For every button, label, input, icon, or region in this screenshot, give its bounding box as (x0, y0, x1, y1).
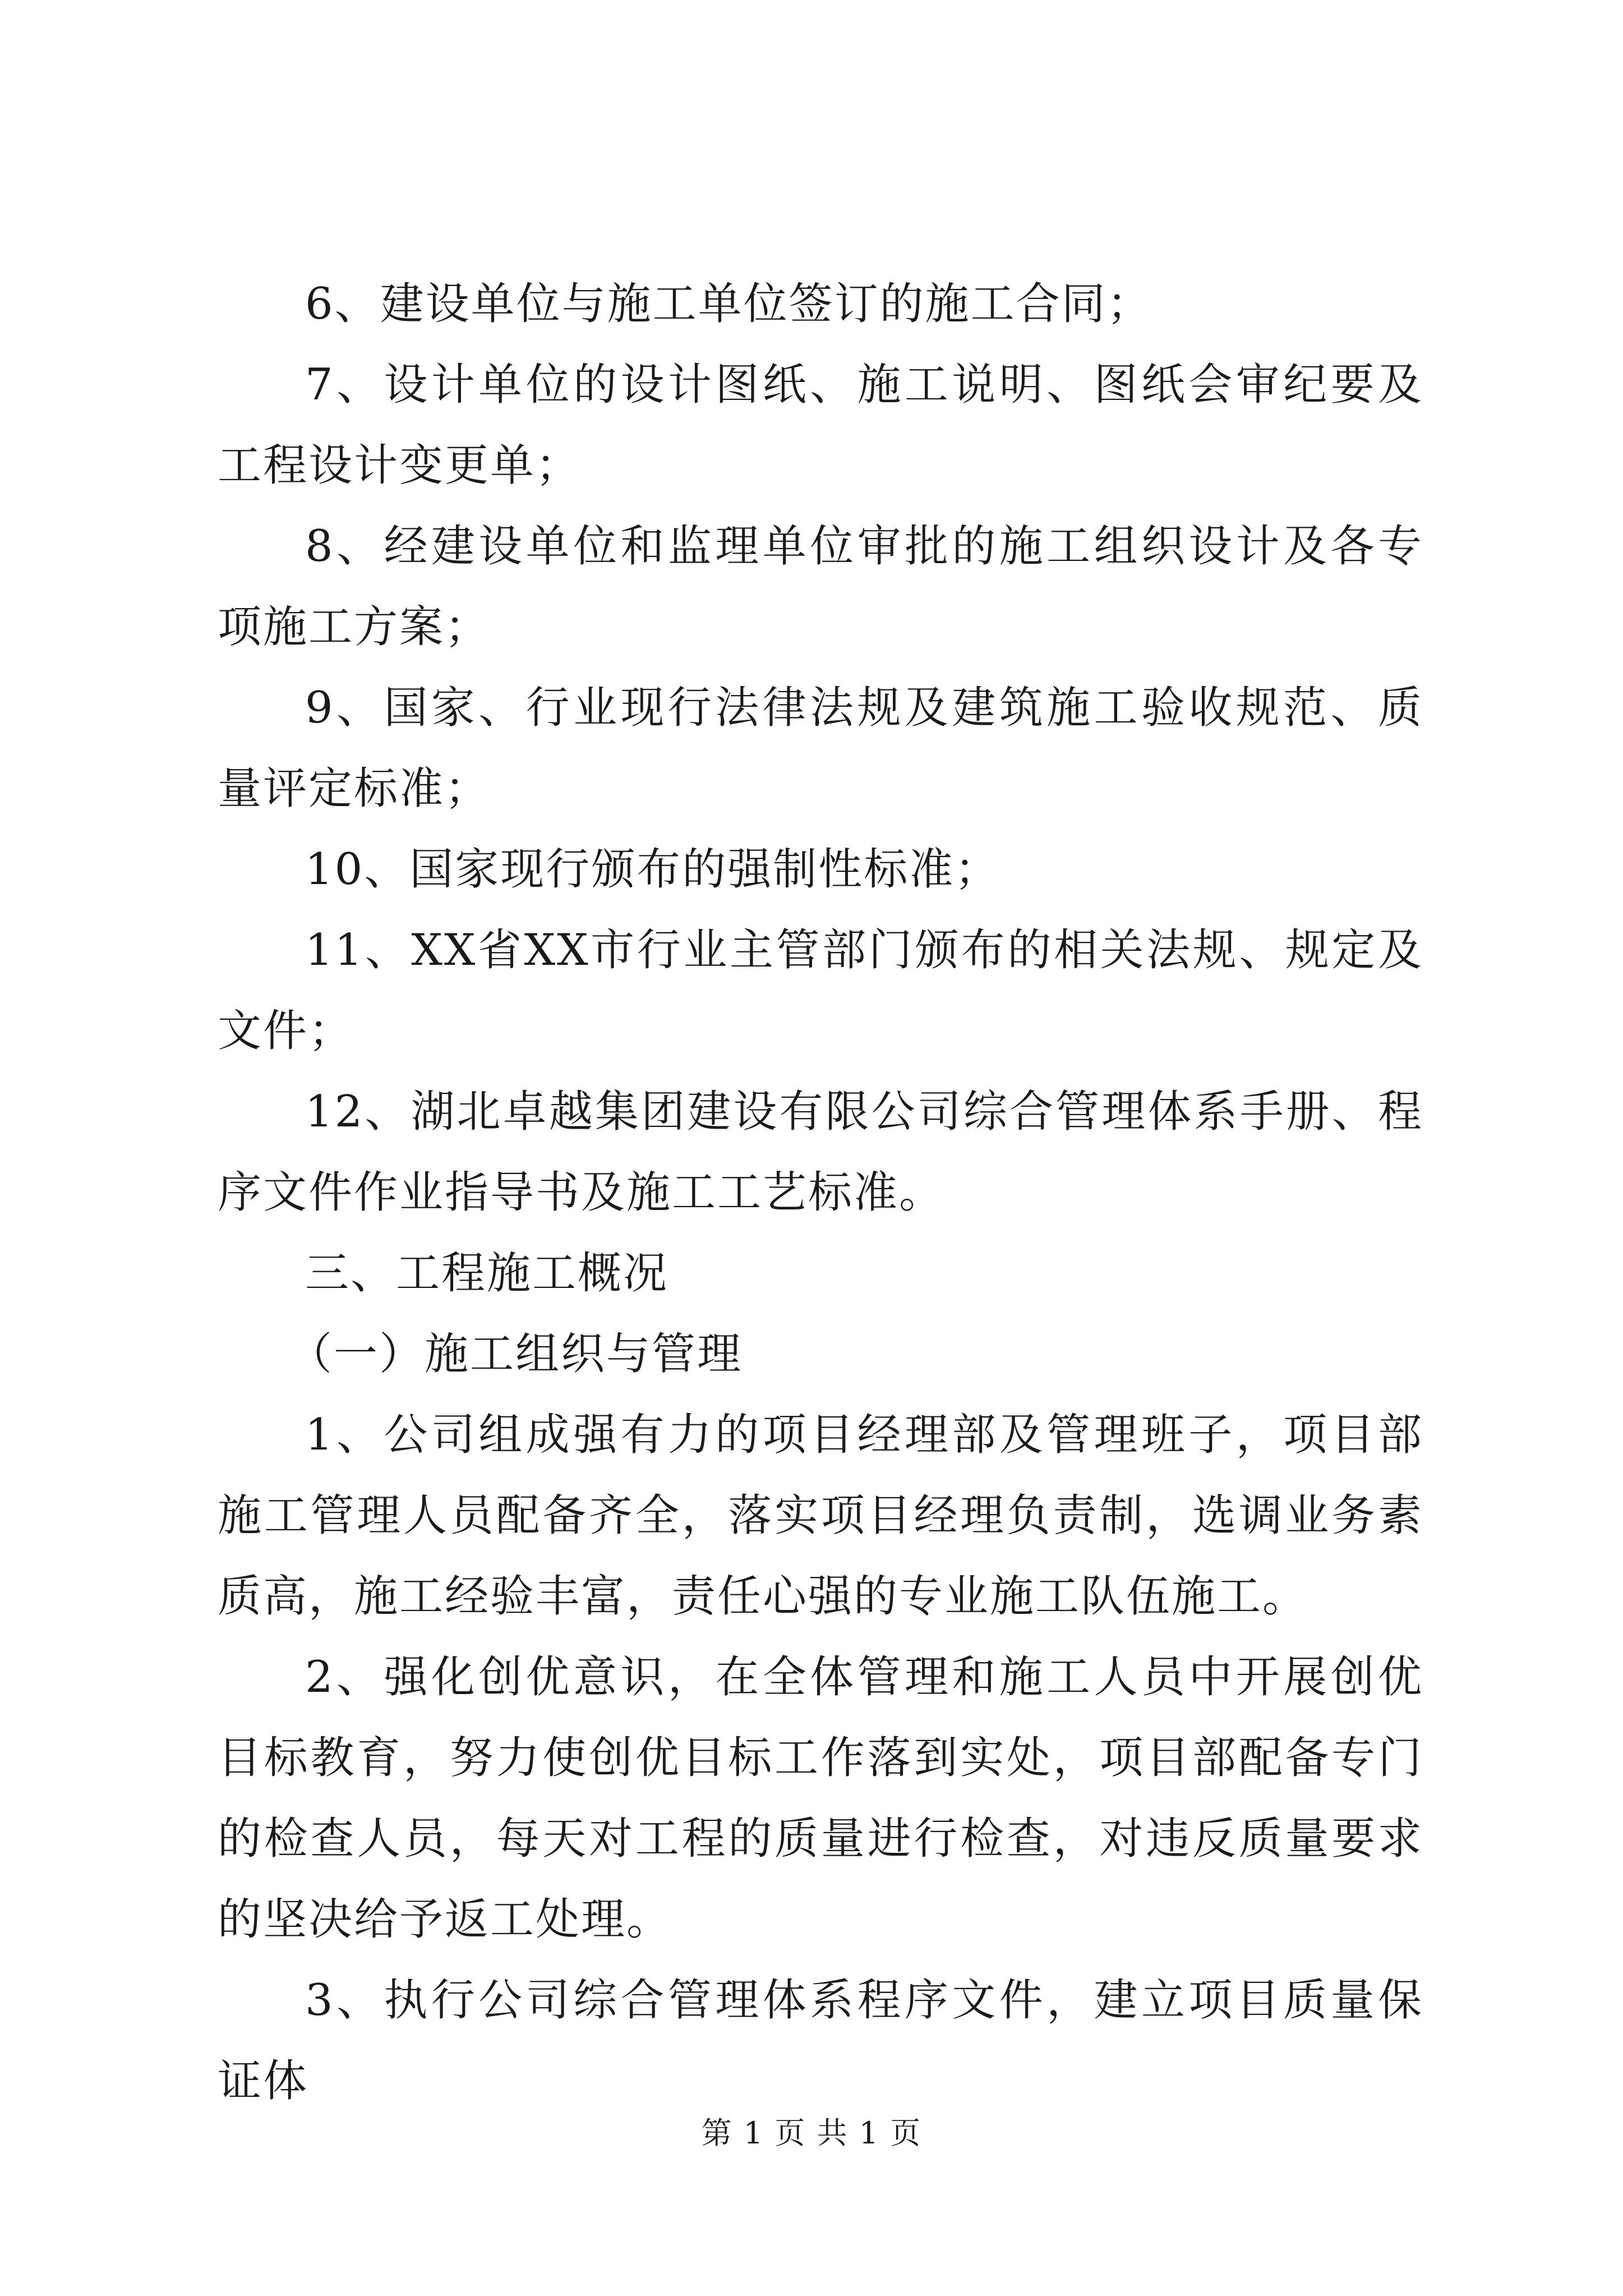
paragraph-item-7: 7、设计单位的设计图纸、施工说明、图纸会审纪要及工程设计变更单； (218, 360, 1423, 491)
subsection-heading: （一）施工组织与管理 (288, 1329, 743, 1379)
paragraph-point-1: 1、公司组成强有力的项目经理部及管理班子，项目部施工管理人员配备齐全，落实项目经理负责制，选调业务素质高，施工经验丰富，责任心强的专业施工队伍施工。 (218, 1410, 1423, 1622)
document-body (218, 264, 1423, 2122)
paragraph-item-10: 10、国家现行颁布的强制性标准； (305, 844, 1000, 895)
paragraph-item-8: 8、经建设单位和监理单位审批的施工组织设计及各专项施工方案； (218, 521, 1423, 652)
paragraph-item-11: 11、XX省XX市行业主管部门颁布的相关法规、规定及文件； (218, 925, 1423, 1056)
section-heading: 三、工程施工概况 (305, 1248, 669, 1299)
paragraph-item-12: 12、湖北卓越集团建设有限公司综合管理体系手册、程序文件作业指导书及施工工艺标准。 (218, 1087, 1423, 1218)
paragraph-point-2: 2、强化创优意识，在全体管理和施工人员中开展创优目标教育，努力使创优目标工作落到实处，项目部配备专门的检查人员，每天对工程的质量进行检查，对违反质量要求的坚决给予返工处理。 (218, 1652, 1423, 1945)
paragraph-item-6: 6、建设单位与施工单位签订的施工合同； (305, 279, 1152, 329)
paragraph-item-9: 9、国家、行业现行法律法规及建筑施工验收规范、质量评定标准； (218, 683, 1423, 814)
paragraph-point-3: 3、执行公司综合管理体系程序文件，建立项目质量保证体 (218, 1975, 1423, 2106)
page-footer: 第 1 页 共 1 页 (701, 2115, 922, 2151)
